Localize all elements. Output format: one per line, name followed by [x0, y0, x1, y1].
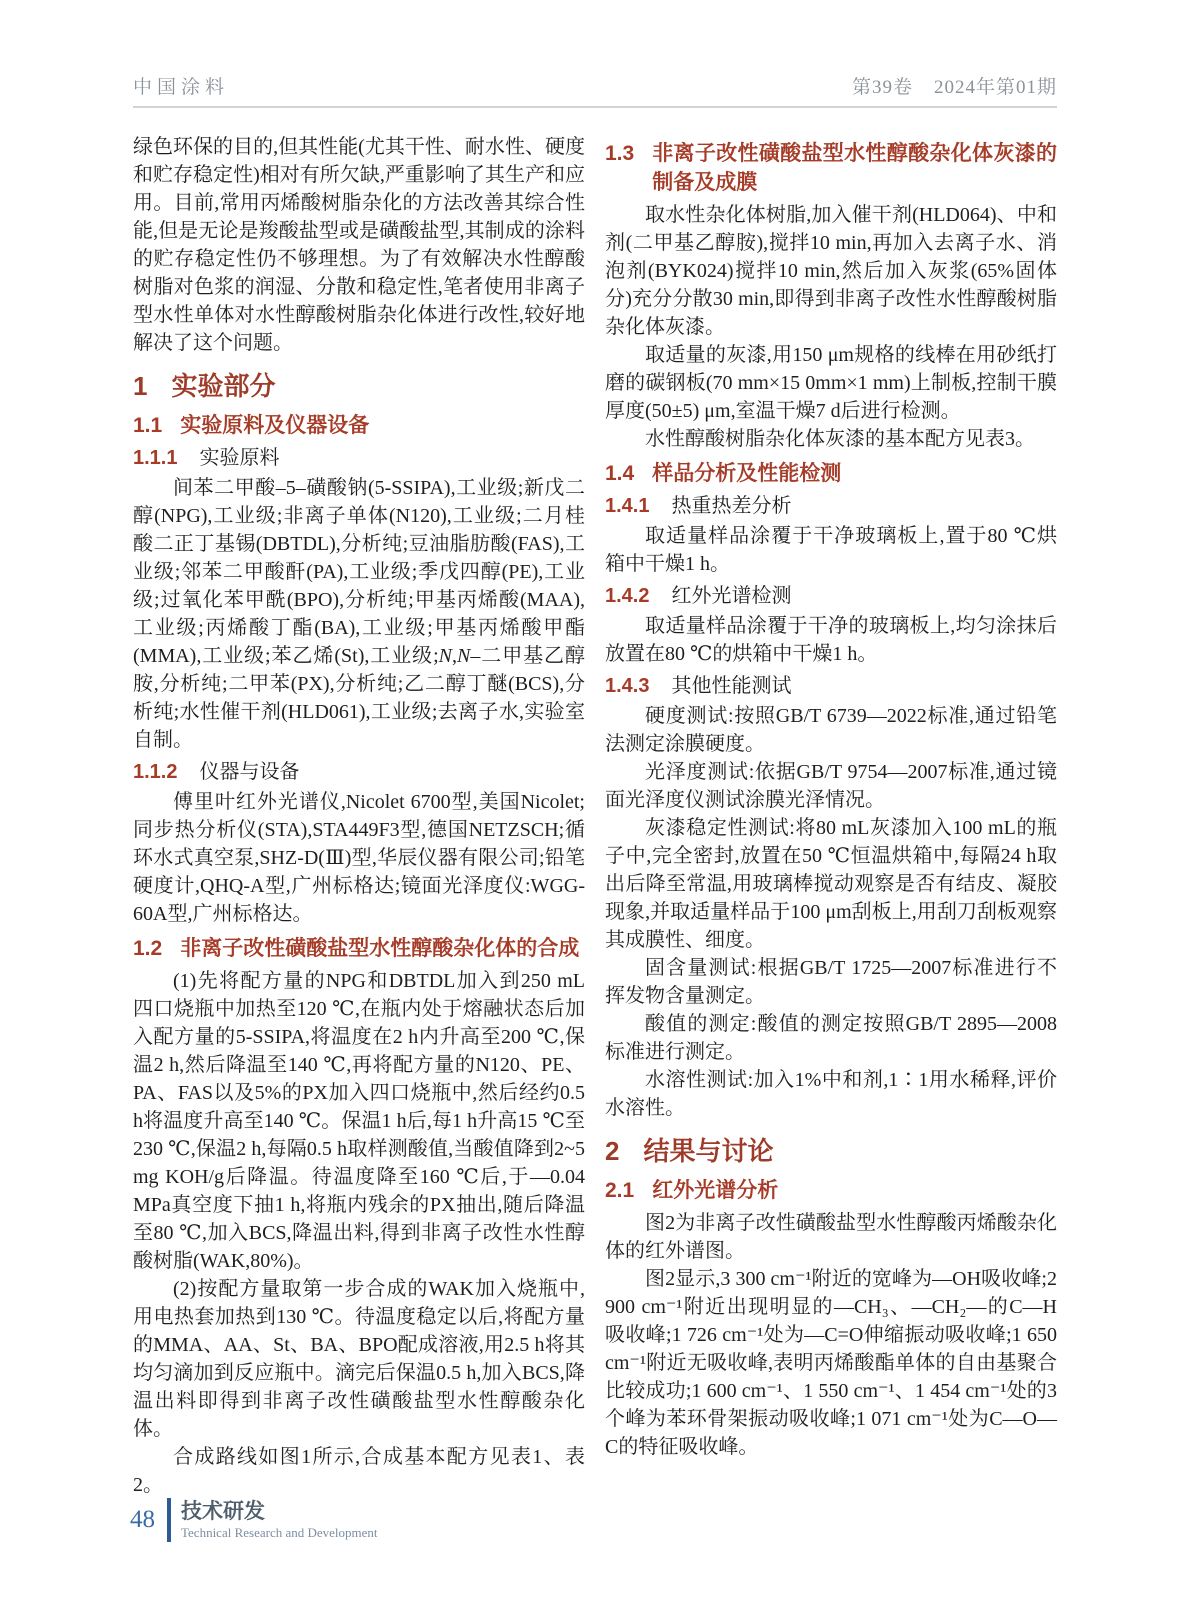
section-number: 1.4.3	[605, 675, 650, 697]
section-number: 1.1	[133, 414, 163, 437]
paragraph: 合成路线如图1所示,合成基本配方见表1、表2。	[133, 1446, 585, 1496]
footer-divider-bar	[167, 1498, 171, 1542]
paragraph: 取水性杂化体树脂,加入催干剂(HLD064)、中和剂(二甲基乙醇胺),搅拌10 min,再加入去离子水、消泡剂(BYK024)搅拌10 min,然后加入灰浆(65%固体分)充分分散30 min,即得到非离子改性水性醇酸树脂杂化体灰漆。	[605, 204, 1057, 338]
paragraph: 绿色环保的目的,但其性能(尤其干性、耐水性、硬度和贮存稳定性)相对有所欠缺,严重影响了其生产和应用。目前,常用丙烯酸树脂杂化的方法改善其综合性能,但是无论是羧酸盐型或是磺酸盐型,其制成的涂料的贮存稳定性仍不够理想。为了有效解决水性醇酸树脂对色浆的润湿、分散和稳定性,笔者使用非离子型水性单体对水性醇酸树脂杂化体进行改性,较好地解决了这个问题。	[133, 136, 585, 354]
section-title: 结果与讨论	[643, 1136, 774, 1166]
section-heading-h3	[133, 758, 585, 786]
section-number: 1.1.1	[133, 447, 178, 469]
section-title: 非离子改性磺酸盐型水性醇酸杂化体的合成	[180, 937, 580, 960]
paragraph: 固含量测试:根据GB/T 1725—2007标准进行不挥发物含量测定。	[605, 957, 1057, 1007]
section-title: 仪器与设备	[199, 761, 300, 783]
section-number: 1.4.2	[605, 585, 650, 607]
section-number: 1	[133, 371, 148, 401]
section-title: 实验部分	[171, 371, 276, 401]
paragraph: 灰漆稳定性测试:将80 mL灰漆加入100 mL的瓶子中,完全密封,放置在50 ℃恒温烘箱中,每隔24 h取出后降至常温,用玻璃棒搅动观察是否有结皮、凝胶现象,并取适量样品于100 μm刮板上,用刮刀刮板观察其成膜性、细度。	[605, 817, 1057, 951]
section-title: 红外光谱分析	[652, 1179, 779, 1202]
paragraph: 水溶性测试:加入1%中和剂,1∶1用水稀释,评价水溶性。	[605, 1069, 1057, 1119]
section-heading-h2	[605, 459, 1057, 488]
page-footer	[130, 1498, 378, 1542]
paragraph: 光泽度测试:依据GB/T 9754—2007标准,通过镜面光泽度仪测试涂膜光泽情况。	[605, 761, 1057, 811]
left-column	[133, 133, 585, 1499]
section-title: 实验原料	[199, 447, 280, 469]
volume-issue: 第39卷 2024年第01期	[851, 77, 1057, 98]
paragraph: 取适量样品涂覆于干净玻璃板上,置于80 ℃烘箱中干燥1 h。	[605, 525, 1057, 575]
paragraph: 硬度测试:按照GB/T 6739—2022标准,通过铅笔法测定涂膜硬度。	[605, 705, 1057, 755]
footer-section	[181, 1499, 378, 1541]
journal-title: 中国涂料	[133, 77, 230, 98]
section-title: 其他性能测试	[671, 675, 792, 697]
right-column	[605, 133, 1057, 1461]
paragraph: 间苯二甲酸–5–磺酸钠(5-SSIPA),工业级;新戊二醇(NPG),工业级;非离子单体(N120),工业级;二月桂酸二正丁基锡(DBTDL),分析纯;豆油脂肪酸(FAS),工业级;邻苯二甲酸酐(PA),工业级;季戊四醇(PE),工业级;过氧化苯甲酰(BPO),分析纯;甲基丙烯酸(MAA),工业级;丙烯酸丁酯(BA),工业级;甲基丙烯酸甲酯(MMA),工业级;苯乙烯(St),工业级;N,N–二甲基乙醇胺,分析纯;二甲苯(PX),分析纯;乙二醇丁醚(BCS),分析纯;水性催干剂(HLD061),工业级;去离子水,实验室自制。	[133, 477, 585, 751]
section-number: 1.1.2	[133, 761, 178, 783]
section-number: 1.3	[605, 142, 635, 165]
section-number: 2.1	[605, 1179, 635, 1202]
paragraph: 图2显示,3 300 cm⁻¹附近的宽峰为—OH吸收峰;2 900 cm⁻¹附近出现明显的—CH₃、—CH₂—的C—H吸收峰;1 726 cm⁻¹处为—C=O伸缩振动吸收峰;1 650 cm⁻¹附近无吸收峰,表明丙烯酸酯单体的自由基聚合比较成功;1 600 cm⁻¹、1 550 cm⁻¹、1 454 cm⁻¹处的3个峰为苯环骨架振动吸收峰;1 071 cm⁻¹处为C—O—C的特征吸收峰。	[605, 1268, 1057, 1458]
section-heading-h2	[605, 1176, 1057, 1205]
section-title: 样品分析及性能检测	[652, 462, 842, 485]
paragraph: (2)按配方量取第一步合成的WAK加入烧瓶中,用电热套加热到130 ℃。待温度稳定以后,将配方量的MMA、AA、St、BA、BPO配成溶液,用2.5 h将其均匀滴加到反应瓶中。滴完后保温0.5 h,加入BCS,降温出料即得到非离子改性磺酸盐型水性醇酸杂化体。	[133, 1278, 585, 1440]
section-heading-h3	[605, 672, 1057, 700]
section-heading-h2	[133, 934, 585, 963]
paragraph: 傅里叶红外光谱仪,Nicolet 6700型,美国Nicolet;同步热分析仪(STA),STA449F3型,德国NETZSCH;循环水式真空泵,SHZ-D(Ⅲ)型,华辰仪器有限公司;铅笔硬度计,QHQ-A型,广州标格达;镜面光泽度仪:WGG-60A型,广州标格达。	[133, 791, 585, 925]
section-number: 1.4.1	[605, 495, 650, 517]
page-header	[133, 72, 1057, 108]
section-number: 2	[605, 1136, 620, 1166]
paragraph: 酸值的测定:酸值的测定按照GB/T 2895—2008标准进行测定。	[605, 1013, 1057, 1063]
section-title: 热重热差分析	[671, 495, 792, 517]
section-title: 红外光谱检测	[671, 585, 792, 607]
section-heading-h3	[133, 444, 585, 472]
section-heading-h1	[133, 369, 585, 403]
paragraph: 取适量的灰漆,用150 μm规格的线棒在用砂纸打磨的碳钢板(70 mm×15 0mm×1 mm)上制板,控制干膜厚度(50±5) μm,室温干燥7 d后进行检测。	[605, 344, 1057, 422]
section-number: 1.2	[133, 937, 163, 960]
paragraph: (1)先将配方量的NPG和DBTDL加入到250 mL四口烧瓶中加热至120 ℃,在瓶内处于熔融状态后加入配方量的5-SSIPA,将温度在2 h内升高至200 ℃,保温2 h,然后降温至140 ℃,再将配方量的N120、PE、PA、FAS以及5%的PX加入四口烧瓶中,然后经约0.5 h将温度升高至140 ℃。保温1 h后,每1 h升高15 ℃至230 ℃,保温2 h,每隔0.5 h取样测酸值,当酸值降到2~5 mg KOH/g后降温。待温度降至160 ℃后,于—0.04 MPa真空度下抽1 h,将瓶内残余的PX抽出,随后降温至80 ℃,加入BCS,降温出料,得到非离子改性水性醇酸树脂(WAK,80%)。	[133, 970, 585, 1272]
page-number: 48	[130, 1506, 155, 1533]
section-heading-h1	[605, 1134, 1057, 1168]
section-number: 1.4	[605, 462, 635, 485]
footer-section-title: 技术研发	[181, 1500, 265, 1523]
paragraph: 图2为非离子改性磺酸盐型水性醇酸丙烯酸杂化体的红外谱图。	[605, 1212, 1057, 1262]
section-heading-h2	[605, 139, 1057, 197]
footer-section-subtitle: Technical Research and Development	[181, 1525, 378, 1540]
section-title: 非离子改性磺酸盐型水性醇酸杂化体灰漆的制备及成膜	[652, 142, 1057, 194]
section-heading-h2	[133, 411, 585, 440]
paragraph: 取适量样品涂覆于干净的玻璃板上,均匀涂抹后放置在80 ℃的烘箱中干燥1 h。	[605, 615, 1057, 665]
paragraph: 水性醇酸树脂杂化体灰漆的基本配方见表3。	[645, 428, 1035, 450]
section-heading-h3	[605, 492, 1057, 520]
section-title: 实验原料及仪器设备	[180, 414, 370, 437]
section-heading-h3	[605, 582, 1057, 610]
